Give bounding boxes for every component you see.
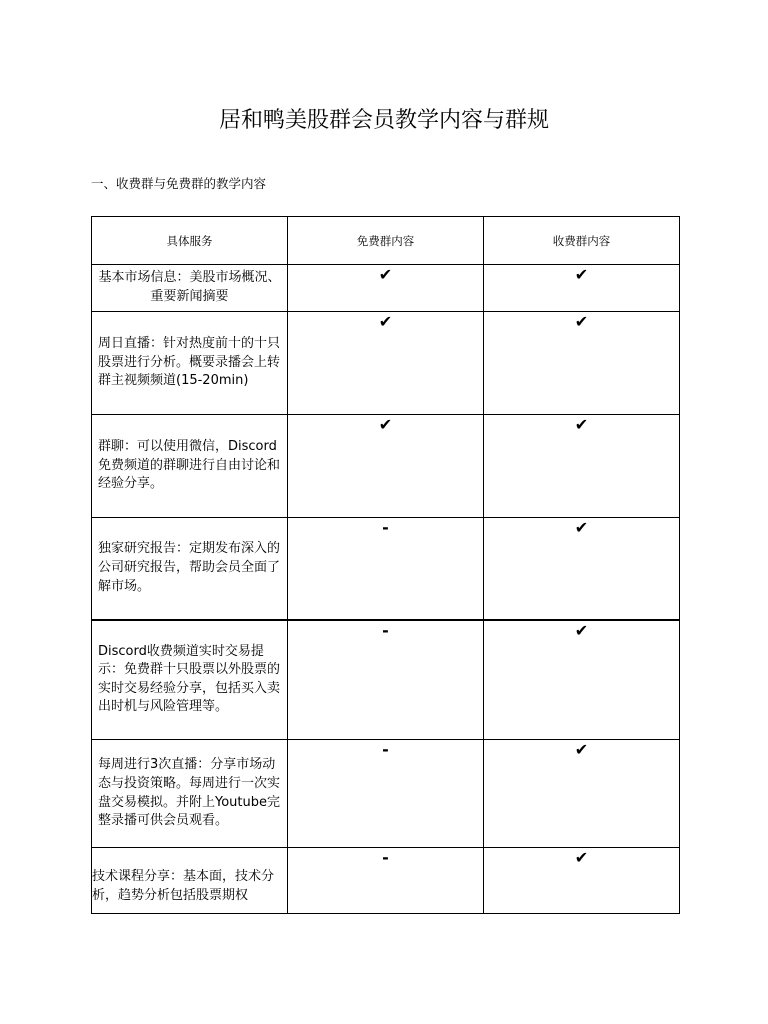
header-service: 具体服务 (92, 217, 288, 265)
table-row (92, 265, 680, 312)
service-description: 基本市场信息：美股市场概况、重要新闻摘要 (92, 265, 288, 312)
service-description: 群聊：可以使用微信，Discord免费频道的群聊进行自由讨论和经验分享。 (92, 415, 288, 518)
service-description: 技术课程分享：基本面，技术分析，趋势分析包括股票期权 (92, 848, 288, 914)
header-paid-group: 收费群内容 (484, 217, 680, 265)
free-availability-mark: - (288, 848, 484, 914)
paid-availability-mark: ✔ (484, 620, 680, 740)
table-header-row (92, 217, 680, 265)
paid-availability-mark: ✔ (484, 415, 680, 518)
free-availability-mark: ✔ (288, 312, 484, 415)
service-description: Discord收费频道实时交易提示：免费群十只股票以外股票的实时交易经验分享，包括买入卖出时机与风险管理等。 (92, 620, 288, 740)
free-availability-mark: - (288, 518, 484, 620)
free-availability-mark: - (288, 740, 484, 848)
header-free-group: 免费群内容 (288, 217, 484, 265)
paid-availability-mark: ✔ (484, 848, 680, 914)
paid-availability-mark: ✔ (484, 265, 680, 312)
service-description: 独家研究报告：定期发布深入的公司研究报告，帮助会员全面了解市场。 (92, 518, 288, 620)
table-row (92, 620, 680, 740)
service-comparison-table (91, 216, 680, 914)
free-availability-mark: ✔ (288, 265, 484, 312)
service-description: 周日直播：针对热度前十的十只股票进行分析。概要录播会上转群主视频频道(15-20min) (92, 312, 288, 415)
paid-availability-mark: ✔ (484, 312, 680, 415)
section-heading: 一、收费群与免费群的教学内容 (91, 176, 267, 191)
table-row (92, 312, 680, 415)
table-row (92, 740, 680, 848)
document-title: 居和鸭美股群会员教学内容与群规 (218, 108, 549, 133)
paid-availability-mark: ✔ (484, 740, 680, 848)
free-availability-mark: - (288, 620, 484, 740)
free-availability-mark: ✔ (288, 415, 484, 518)
table-row (92, 415, 680, 518)
table-row (92, 518, 680, 620)
paid-availability-mark: ✔ (484, 518, 680, 620)
table-row (92, 848, 680, 914)
service-description: 每周进行3次直播：分享市场动态与投资策略。每周进行一次实盘交易模拟。并附上Youtube完整录播可供会员观看。 (92, 740, 288, 848)
